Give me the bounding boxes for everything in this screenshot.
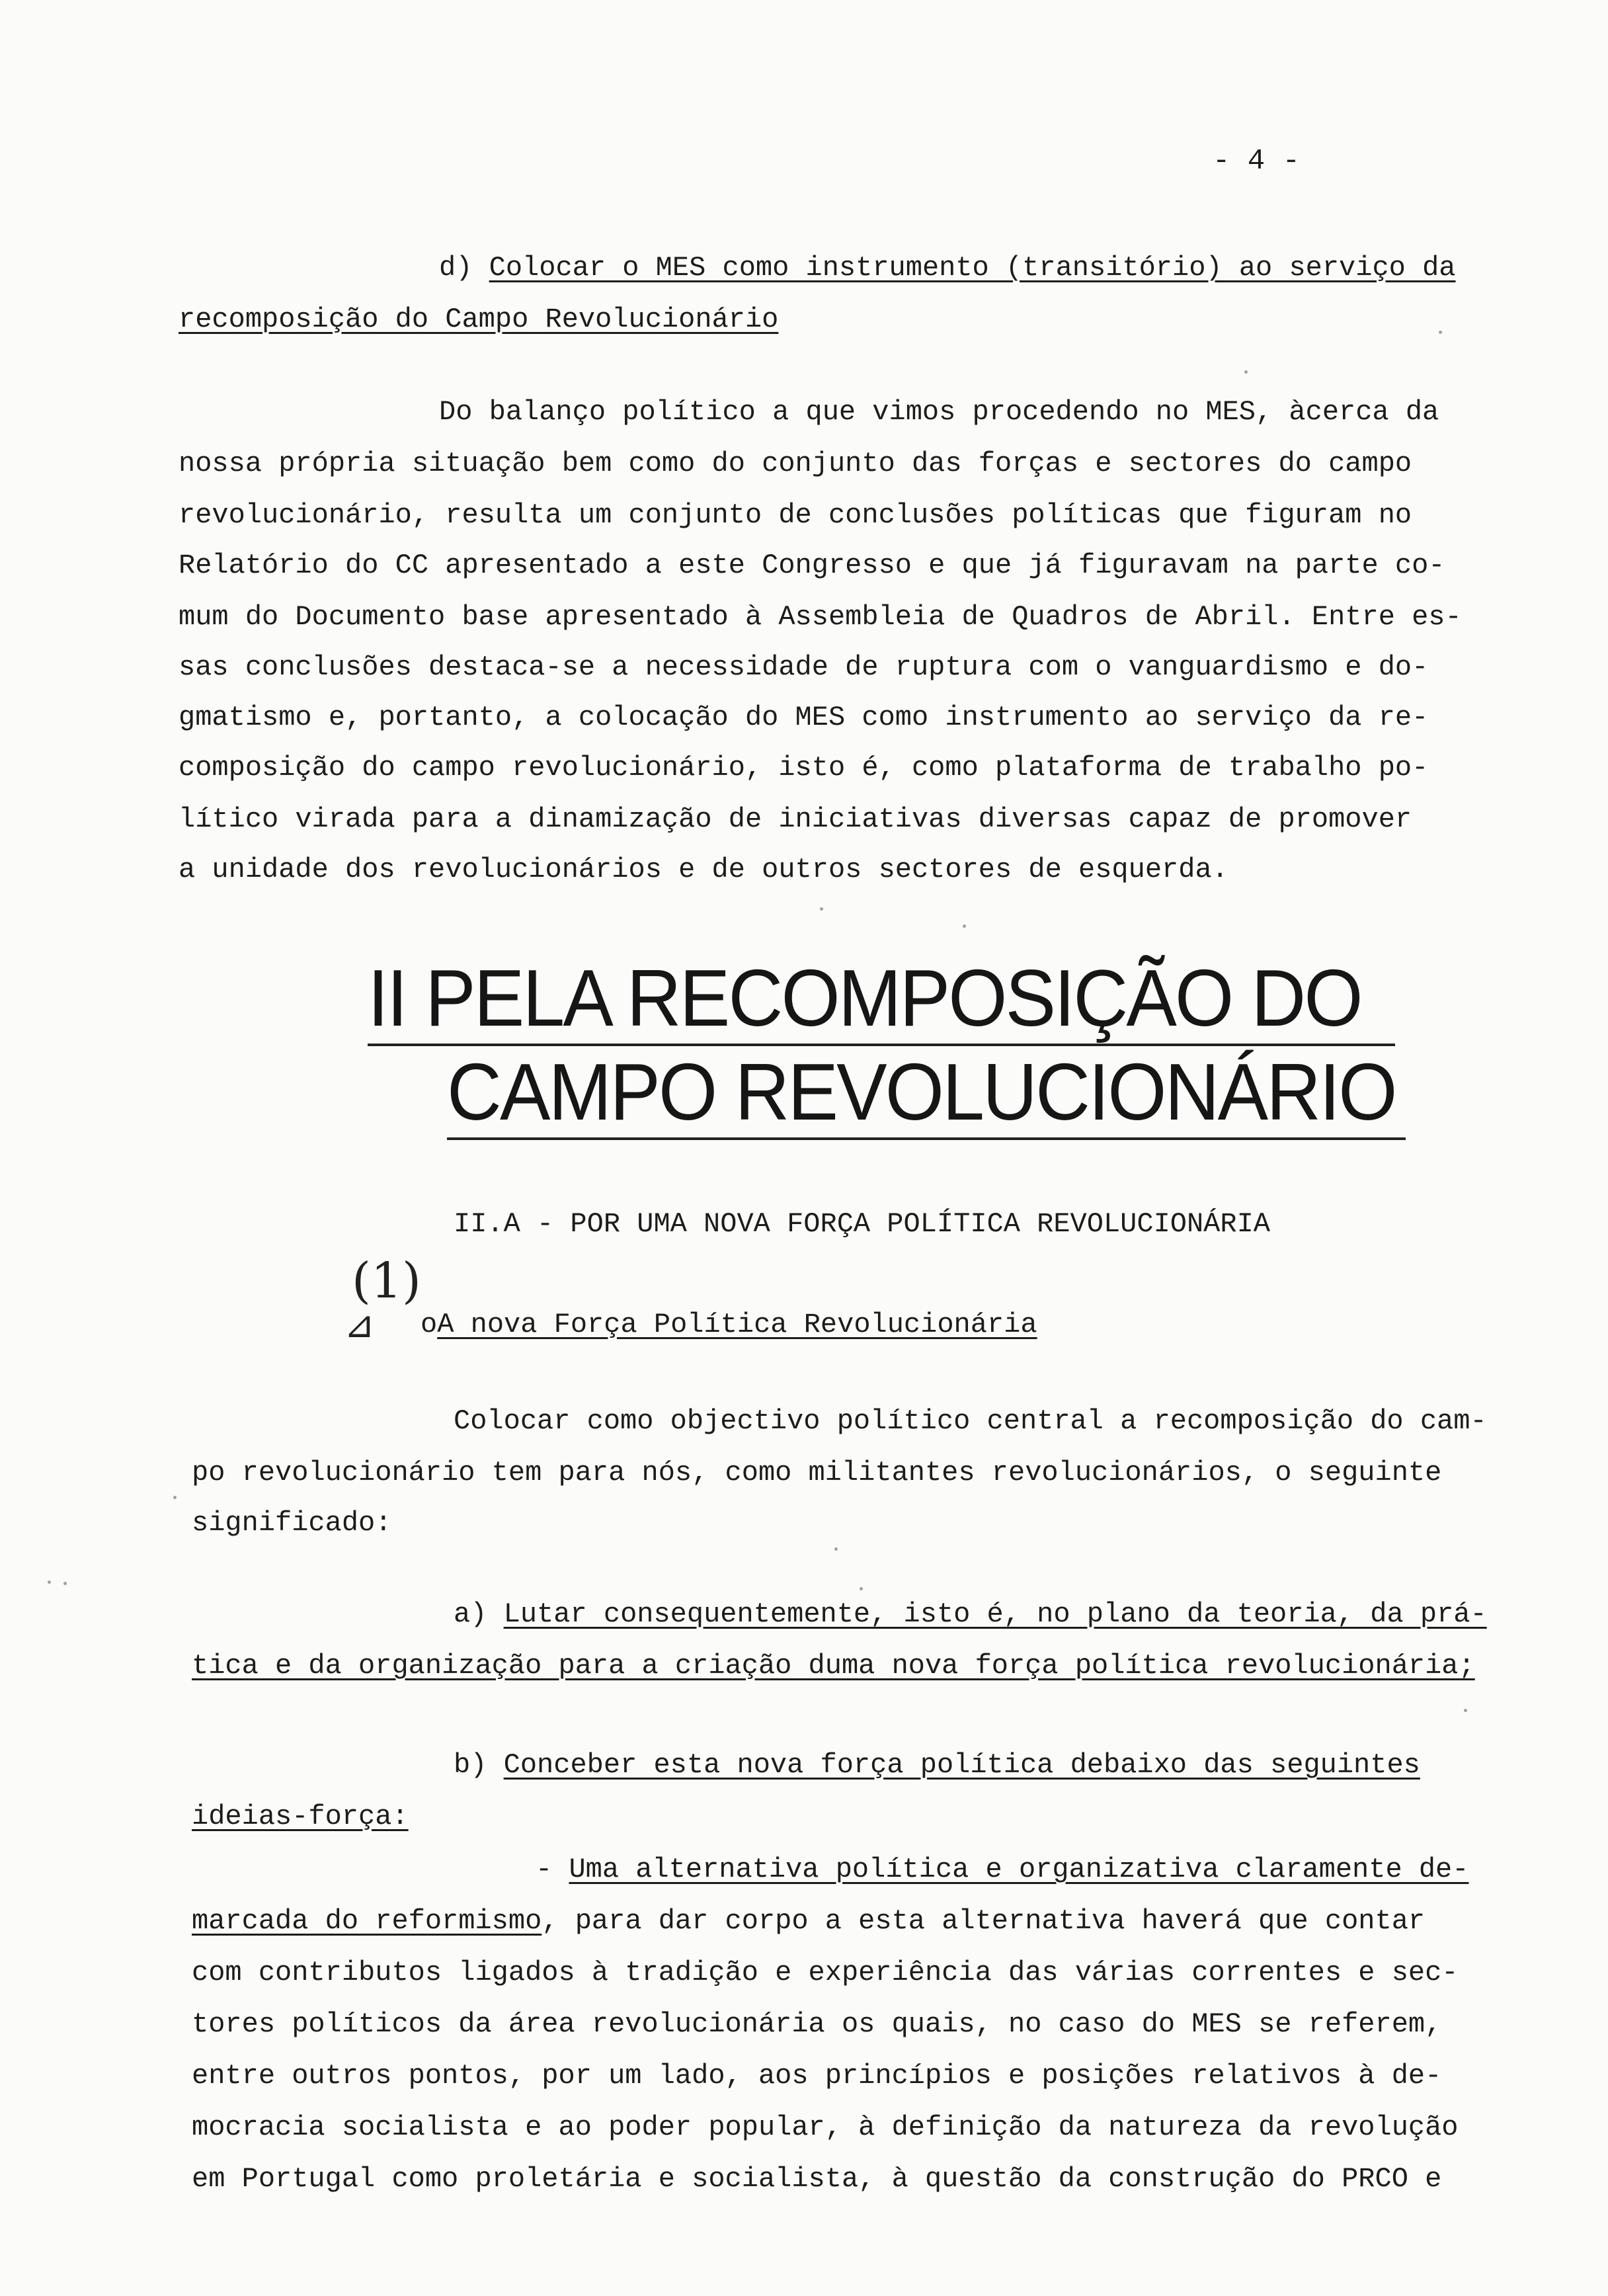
scan-speck bbox=[834, 1547, 838, 1551]
item-d-title-part-1: Colocar o MES como instrumento (transitório) ao serviço da bbox=[489, 252, 1456, 284]
scan-speck bbox=[173, 1496, 177, 1499]
item-d-title-part-2: recomposição do Campo Revolucionário bbox=[179, 304, 779, 335]
item-a-line-1 bbox=[454, 1600, 1487, 1628]
scan-speck bbox=[1244, 370, 1248, 374]
subsection-heading: II.A - POR UMA NOVA FORÇA POLÍTICA REVOLUCIONÁRIA bbox=[454, 1208, 1271, 1240]
scan-speck bbox=[963, 924, 966, 928]
heading-underline-1 bbox=[368, 1044, 1395, 1046]
item-a-letter: a) bbox=[454, 1598, 487, 1630]
subitem-1-title: A nova Força Política Revolucionária bbox=[437, 1309, 1037, 1340]
item-b-text-part-2: ideias-força: bbox=[192, 1801, 409, 1832]
paragraph-1-line: sas conclusões destaca-se a necessidade de ruptura com o vanguardismo e do- bbox=[179, 651, 1429, 683]
scan-speck bbox=[48, 1580, 51, 1584]
subitem-1-line bbox=[421, 1311, 1037, 1338]
scan-speck bbox=[860, 1587, 863, 1590]
heading-underline-2 bbox=[447, 1137, 1406, 1140]
section-heading-line-2: CAMPO REVOLUCIONÁRIO bbox=[447, 1047, 1396, 1137]
paragraph-1-line: revolucionário, resulta um conjunto de conclusões políticas que figuram no bbox=[179, 499, 1412, 531]
paragraph-1-line: nossa própria situação bem como do conjunto das forças e sectores do campo bbox=[179, 448, 1412, 479]
paragraph-1-line: a unidade dos revolucionários e de outros sectores de esquerda. bbox=[179, 854, 1228, 885]
paragraph-3-line bbox=[536, 1856, 1468, 1883]
item-d-line-1 bbox=[439, 254, 1455, 282]
paragraph-1-line: lítico virada para a dinamização de iniciativas diversas capaz de promover bbox=[179, 803, 1412, 835]
dash-marker: - bbox=[536, 1854, 553, 1885]
paragraph-3-line: tores políticos da área revolucionária os quais, no caso do MES se referem, bbox=[192, 2008, 1442, 2040]
paragraph-3-line: com contributos ligados à tradição e experiência das várias correntes e sec- bbox=[192, 1957, 1459, 1988]
paragraph-1-line: mum do Documento base apresentado à Assembleia de Quadros de Abril. Entre es- bbox=[179, 601, 1462, 633]
paragraph-1-line: gmatismo e, portanto, a colocação do MES como instrumento ao serviço da re- bbox=[179, 702, 1429, 733]
page-number: - 4 - bbox=[1213, 145, 1301, 178]
item-a-text-part-2: tica e da organização para a criação duma nova força política revolucionária; bbox=[192, 1650, 1475, 1682]
paragraph-2-line: significado: bbox=[192, 1507, 392, 1539]
paragraph-1-line: Do balanço político a que vimos procedendo no MES, àcerca da bbox=[439, 396, 1439, 428]
scan-speck bbox=[1439, 331, 1442, 334]
paragraph-3-line: entre outros pontos, por um lado, aos princípios e posições relativos à de- bbox=[192, 2060, 1442, 2092]
paragraph-2-line: po revolucionário tem para nós, como militantes revolucionários, o seguinte bbox=[192, 1457, 1442, 1489]
paragraph-3-line bbox=[192, 1907, 1425, 1935]
section-heading-line-1: II PELA RECOMPOSIÇÃO DO bbox=[368, 953, 1361, 1043]
scan-speck bbox=[63, 1582, 67, 1585]
scan-speck bbox=[1464, 1709, 1467, 1712]
paragraph-3-line: em Portugal como proletária e socialista, à questão da construção do PRCO e bbox=[192, 2163, 1442, 2195]
item-d-letter: d) bbox=[439, 252, 473, 284]
paragraph-3-underlined-part-1: Uma alternativa política e organizativa claramente de- bbox=[569, 1854, 1469, 1885]
paragraph-3-underlined-part-2: marcada do reformismo bbox=[192, 1905, 542, 1937]
paragraph-2-line: Colocar como objectivo político central a recomposição do cam- bbox=[454, 1405, 1487, 1437]
paragraph-1-line: composição do campo revolucionário, isto é, como plataforma de trabalho po- bbox=[179, 752, 1429, 784]
item-b-letter: b) bbox=[454, 1749, 487, 1781]
handwritten-circled-1-mark: (1) bbox=[352, 1252, 421, 1309]
item-b-line-1 bbox=[454, 1751, 1420, 1779]
paragraph-1-line: Relatório do CC apresentado a este Congresso e que já figuravam na parte co- bbox=[179, 550, 1445, 581]
handwritten-bracket-mark: ⊿ bbox=[344, 1303, 375, 1346]
item-b-text-part-1: Conceber esta nova força política debaixo das seguintes bbox=[503, 1749, 1420, 1781]
item-a-text-part-1: Lutar consequentemente, isto é, no plano da teoria, da prá- bbox=[503, 1598, 1487, 1630]
scan-speck bbox=[820, 907, 823, 911]
paragraph-3-line: mocracia socialista e ao poder popular, à definição da natureza da revolução bbox=[192, 2112, 1459, 2143]
paragraph-3-line-1-rest: , para dar corpo a esta alternativa haverá que contar bbox=[542, 1905, 1426, 1937]
subitem-1-marker: o bbox=[421, 1309, 438, 1340]
